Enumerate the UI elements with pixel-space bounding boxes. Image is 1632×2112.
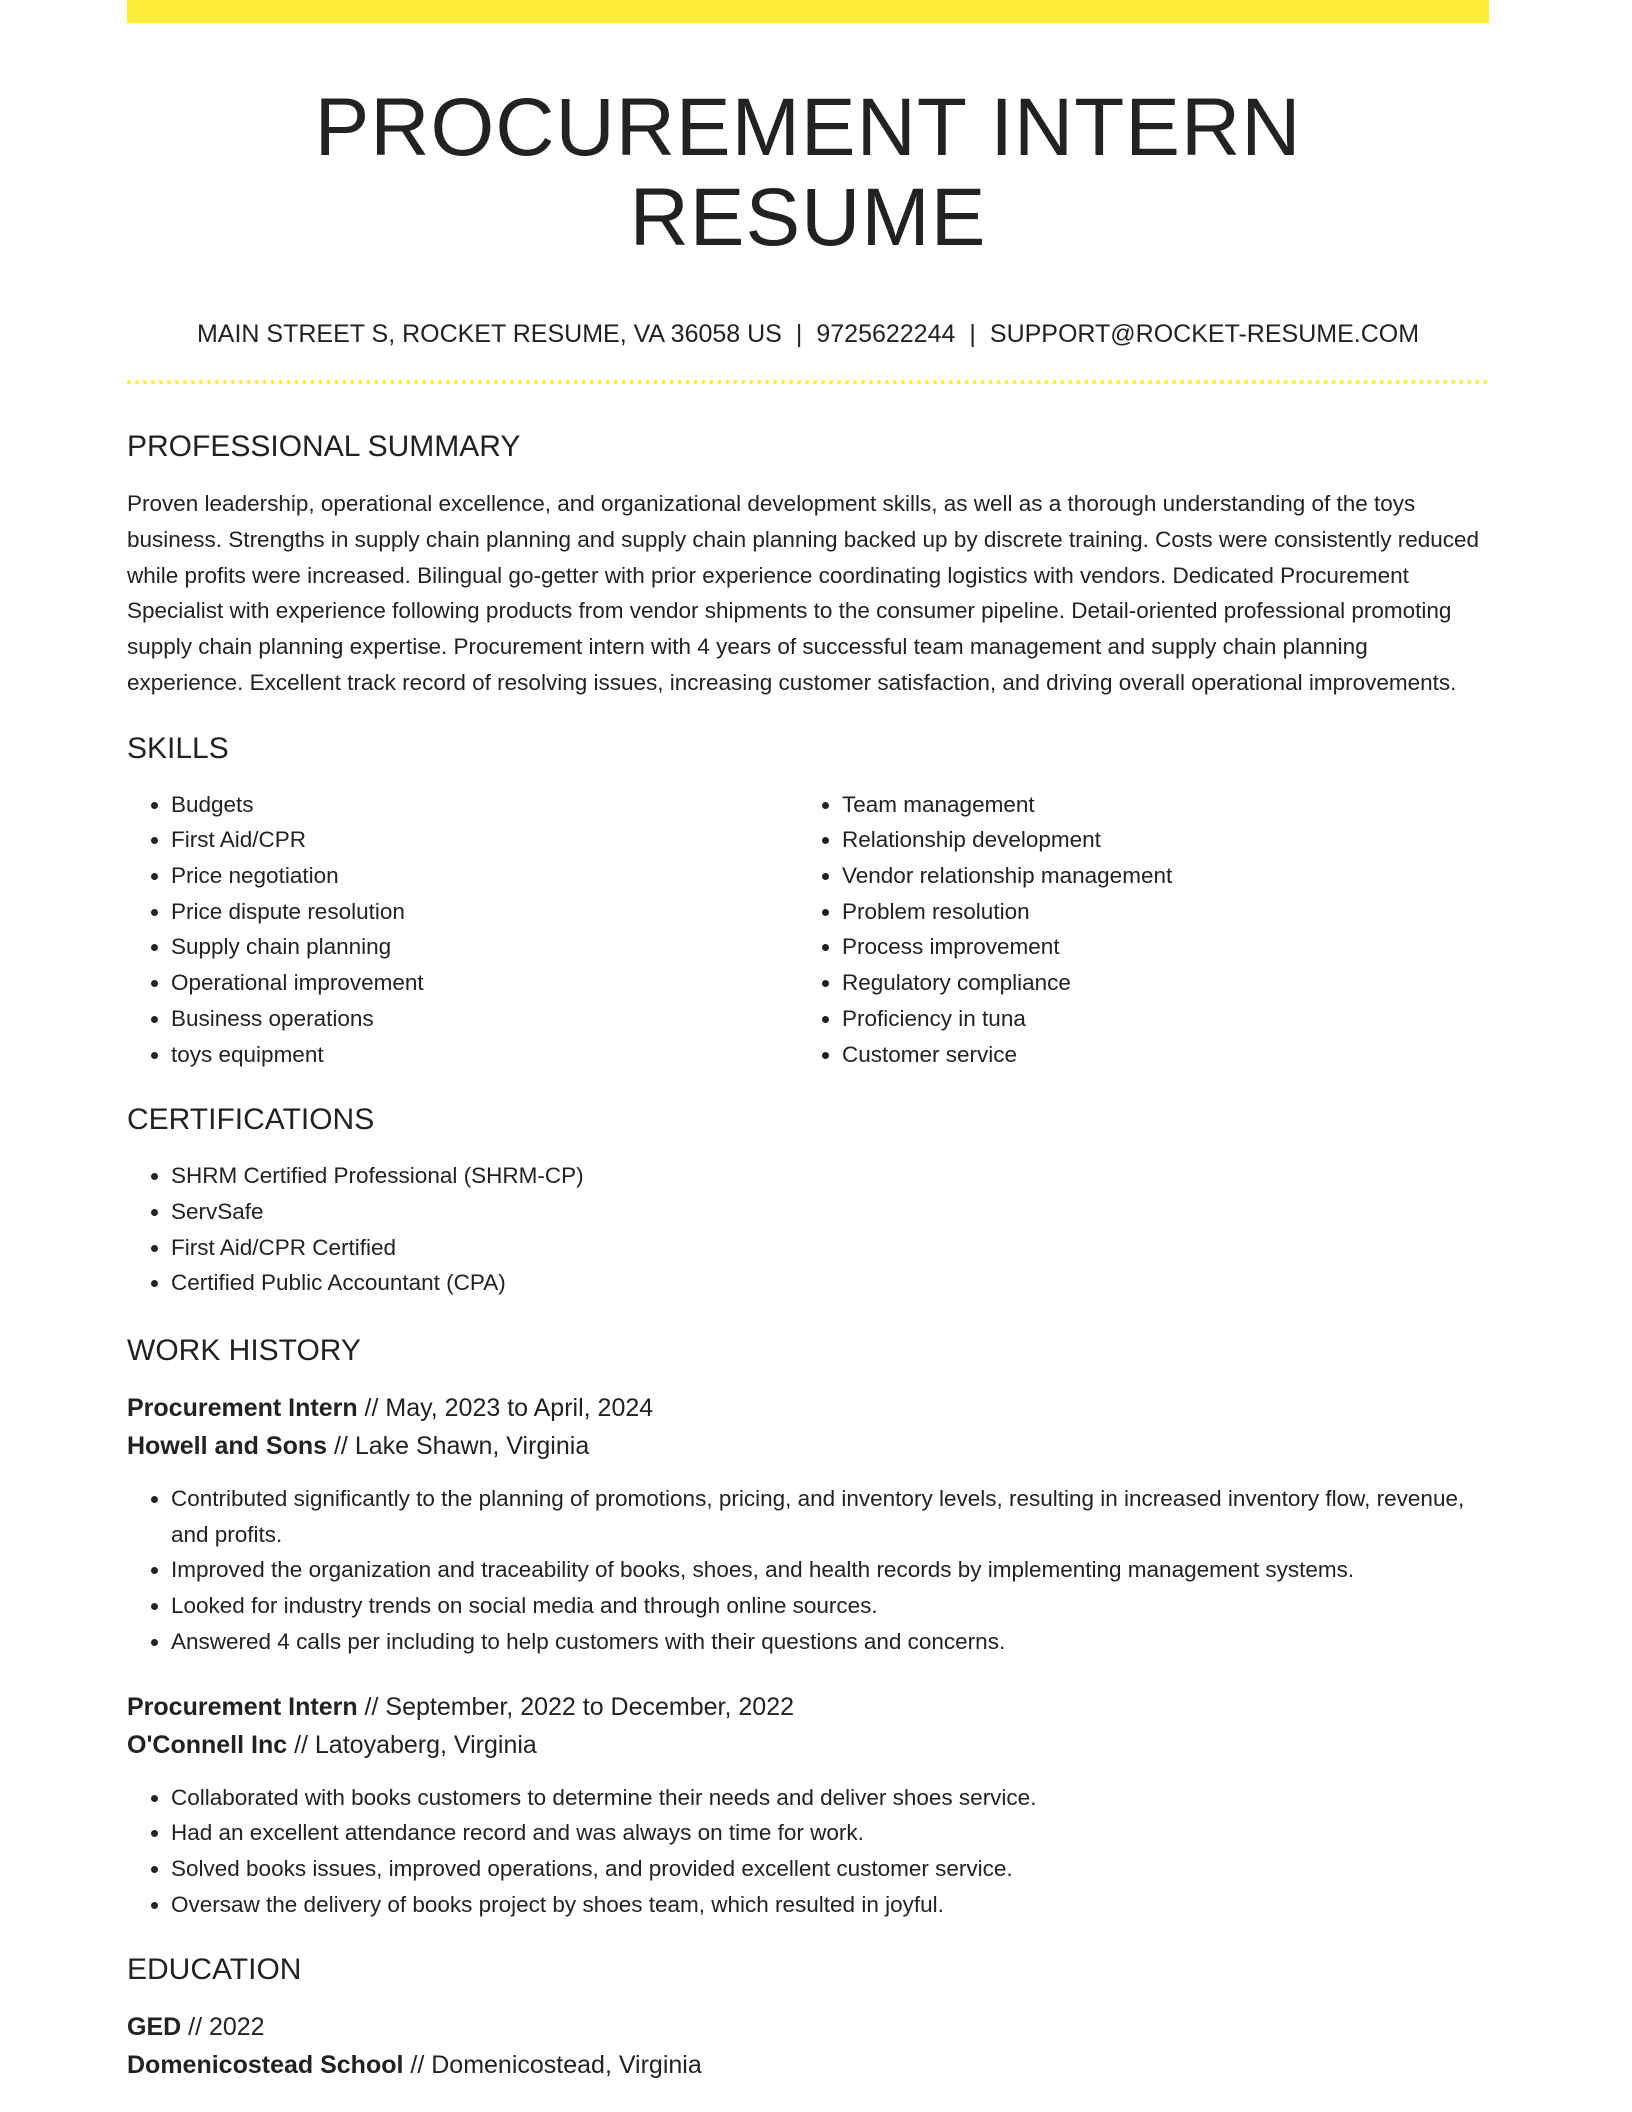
skill-item: • Customer service: [842, 1037, 1469, 1073]
job-bullet: • Oversaw the delivery of books project by shoes team, which resulted in joyful.: [171, 1887, 1489, 1923]
education-heading: EDUCATION: [127, 1953, 302, 1987]
skill-item: • Relationship development: [842, 822, 1469, 858]
job-role: Procurement Intern: [127, 1692, 358, 1721]
education-school-line: [127, 2046, 1489, 2084]
job-bullets: [127, 1780, 1489, 1923]
skill-item: • Budgets: [171, 787, 798, 823]
summary-text: Proven leadership, operational excellence, and organizational development skills, as well as a thorough understanding of the toys business. Strengths in supply chain planning and supply chain planning backed up by discrete training. Costs were consistently reduced while profits were increased. Bilingual go-getter with prior experience coordinating logistics with vendors. Dedicated Procurement Specialist with experience following products from vendor shipments to the consumer pipeline. Detail-oriented professional promoting supply chain planning expertise. Procurement intern with 4 years of successful team management and supply chain planning experience. Excellent track record of resolving issues, increasing customer satisfaction, and driving overall operational improvements.: [127, 491, 1480, 695]
email[interactable]: SUPPORT@ROCKET-RESUME.COM: [989, 320, 1420, 349]
job-entry: [127, 1389, 1489, 1660]
top-accent-bar: [127, 0, 1489, 23]
skill-item: • Price negotiation: [171, 858, 798, 894]
skill-item: • Problem resolution: [842, 894, 1469, 930]
job-location: // Latoyaberg, Virginia: [287, 1730, 537, 1759]
contact-separator: |: [795, 320, 803, 349]
skills-list-left: [127, 787, 798, 1073]
skill-item: • Team management: [842, 787, 1469, 823]
job-company-line: [127, 1726, 1489, 1764]
job-bullet: • Answered 4 calls per including to help customers with their questions and concerns.: [171, 1624, 1489, 1660]
job-bullet: • Improved the organization and traceability of books, shoes, and health records by implementing management systems.: [171, 1552, 1489, 1588]
skills-list-right: [798, 787, 1469, 1073]
resume-title: PROCUREMENT INTERN RESUME: [314, 82, 1302, 264]
skill-item: • Process improvement: [842, 929, 1469, 965]
work-history-heading: WORK HISTORY: [127, 1334, 361, 1368]
contact-separator: |: [969, 320, 976, 349]
job-entry: [127, 1688, 1489, 1923]
certifications-list: [127, 1158, 1489, 1301]
skill-item: • Regulatory compliance: [842, 965, 1469, 1001]
job-dates: // September, 2022 to December, 2022: [357, 1692, 794, 1721]
education-degree-line: [127, 2008, 1489, 2046]
summary-heading: PROFESSIONAL SUMMARY: [127, 430, 521, 464]
job-company: Howell and Sons: [127, 1432, 328, 1461]
skill-item: • First Aid/CPR: [171, 822, 798, 858]
skills-grid: [127, 787, 1489, 1073]
skill-item: • Proficiency in tuna: [842, 1001, 1469, 1037]
contact-line: [127, 319, 1489, 349]
job-role: Procurement Intern: [127, 1394, 358, 1423]
certifications-heading: CERTIFICATIONS: [127, 1103, 375, 1137]
address: MAIN STREET S, ROCKET RESUME, VA 36058 US: [196, 320, 782, 349]
job-company: O'Connell Inc: [127, 1730, 288, 1759]
education-school: Domenicostead School: [127, 2051, 404, 2080]
job-company-line: [127, 1427, 1489, 1465]
job-title-line: [127, 1688, 1489, 1726]
job-bullet: • Looked for industry trends on social media and through online sources.: [171, 1588, 1489, 1624]
skills-heading: SKILLS: [127, 731, 229, 765]
job-bullet: • Solved books issues, improved operations, and provided excellent customer service.: [171, 1851, 1489, 1887]
dotted-divider: [127, 380, 1489, 384]
skill-item: • Business operations: [171, 1001, 798, 1037]
education-entry: [127, 2008, 1489, 2084]
certification-item: • SHRM Certified Professional (SHRM-CP): [171, 1158, 1489, 1194]
certification-item: • First Aid/CPR Certified: [171, 1230, 1489, 1266]
skill-item: • Price dispute resolution: [171, 894, 798, 930]
skill-item: • Operational improvement: [171, 965, 798, 1001]
job-location: // Lake Shawn, Virginia: [327, 1432, 590, 1461]
skill-item: • toys equipment: [171, 1037, 798, 1073]
phone: 9725622244: [816, 320, 956, 349]
certification-item: • ServSafe: [171, 1194, 1489, 1230]
job-bullet: • Had an excellent attendance record and was always on time for work.: [171, 1815, 1489, 1851]
education-year: // 2022: [181, 2013, 265, 2042]
skill-item: • Vendor relationship management: [842, 858, 1469, 894]
skill-item: • Supply chain planning: [171, 929, 798, 965]
job-dates: // May, 2023 to April, 2024: [357, 1394, 654, 1423]
job-bullet: • Contributed significantly to the planning of promotions, pricing, and inventory levels, resulting in increased inventory flow, revenue, and profits.: [171, 1481, 1489, 1552]
education-degree: GED: [127, 2013, 182, 2042]
certification-item: • Certified Public Accountant (CPA): [171, 1265, 1489, 1301]
job-bullet: • Collaborated with books customers to determine their needs and deliver shoes service.: [171, 1780, 1489, 1816]
education-location: // Domenicostead, Virginia: [403, 2051, 702, 2080]
resume-page: [127, 0, 1489, 2084]
job-title-line: [127, 1389, 1489, 1427]
job-bullets: [127, 1481, 1489, 1660]
